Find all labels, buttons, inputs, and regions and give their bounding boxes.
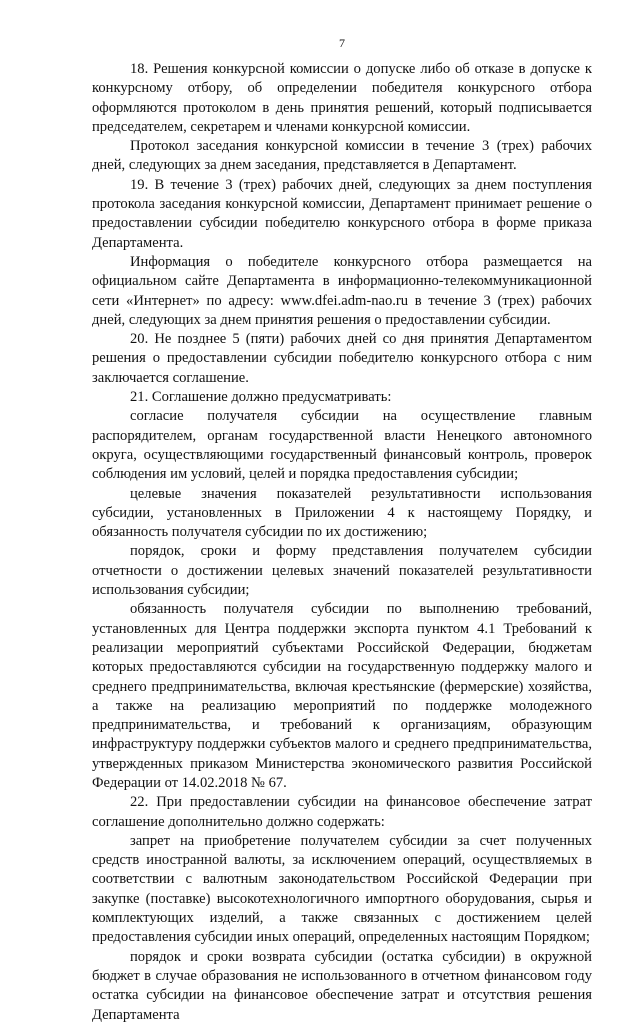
paragraph-winner-info: Информация о победителе конкурсного отбора размещается на официальном сайте Департамента в информационно-телекоммуникационной сети «Интернет» по адресу: www.dfei.adm-nao.ru в течение 3 (трех) рабочих дней, следующих за днем принятия решения о предоставлении субсидии. <box>92 253 592 328</box>
paragraph-currency-ban: запрет на приобретение получателем субсидии за счет полученных средств иностранной валюты, за исключением операций, осуществляемых в соответствии с валютным законодательством Российской Федерации при закупке (поставке) высокотехнологичного импортного оборудования, сырья и комплектующих изделий, а также связанных с достижением целей предоставления субсидии иных операций, определенных настоящим Порядком; <box>92 832 592 946</box>
paragraph-consent: согласие получателя субсидии на осуществление главным распорядителем, органам государственной власти Ненецкого автономного округа, осуществляющими государственный финансовый контроль, проверок соблюдения им условий, целей и порядка предоставления субсидии; <box>92 408 592 483</box>
paragraph-19: 19. В течение 3 (трех) рабочих дней, следующих за днем поступления протокола заседания конкурсной комиссии, Департамент принимает решение о предоставлении субсидии победителю конкурсного отбора в форме приказа Департамента. <box>92 176 592 251</box>
paragraph-22: 22. При предоставлении субсидии на финансовое обеспечение затрат соглашение дополнительно должно содержать: <box>92 794 592 830</box>
paragraph-protocol: Протокол заседания конкурсной комиссии в течение 3 (трех) рабочих дней, следующих за днем заседания, представляется в Департамент. <box>92 138 592 174</box>
paragraph-reporting: порядок, сроки и форму представления получателем субсидии отчетности о достижении целевых значений показателей результативности использования субсидии; <box>92 543 592 599</box>
paragraph-20: 20. Не позднее 5 (пяти) рабочих дней со дня принятия Департаментом решения о предоставлении субсидии победителю конкурсного отбора с ним заключается соглашение. <box>92 331 592 386</box>
page-number: 7 <box>339 36 345 50</box>
paragraph-obligation: обязанность получателя субсидии по выполнению требований, установленных для Центра поддержки экспорта пунктом 4.1 Требований к реализации мероприятий субъектами Российской Федерации, бюджетам которых предоставляются субсидии на государственную поддержку малого и среднего предпринимательства, включая крестьянские (фермерские) хозяйства, а также на реализацию мероприятий по поддержке молодежного предпринимательства, и требований к организациям, образующим инфраструктуру поддержки субъектов малого и среднего предпринимательства, утвержденных приказом Министерства экономического развития Российской Федерации от 14.02.2018 № 67. <box>92 601 592 791</box>
paragraph-refund-order: порядок и сроки возврата субсидии (остатка субсидии) в окружной бюджет в случае образования не использованного в отчетном финансовом году остатка субсидии на финансовое обеспечение затрат и отсутствия решения Департамента <box>92 948 592 1023</box>
paragraph-21: 21. Соглашение должно предусматривать: <box>130 389 392 406</box>
paragraph-target-values: целевые значения показателей результативности использования субсидии, установленных в Приложении 4 к настоящему Порядку, и обязанность получателя субсидии по их достижению; <box>92 485 592 541</box>
paragraph-18: 18. Решения конкурсной комиссии о допуске либо об отказе в допуске к конкурсному отбору, об определении победителя конкурсного отбора оформляются протоколом в день принятия решений, который подписывается председателем, секретарем и членами конкурсной комиссии. <box>92 61 592 135</box>
